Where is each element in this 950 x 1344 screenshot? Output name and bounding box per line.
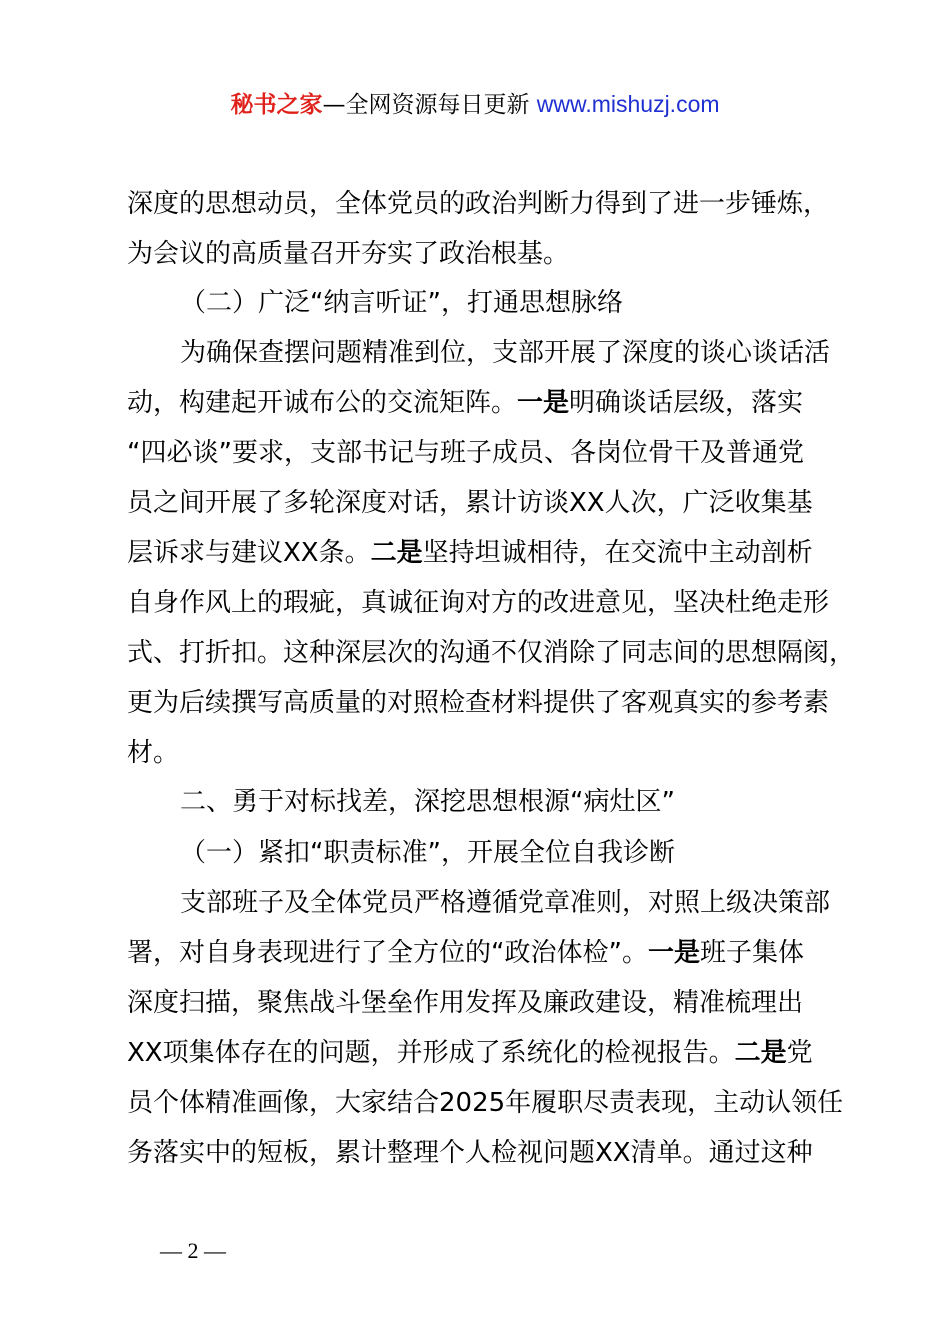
text-line — [127, 635, 855, 671]
text-line — [127, 685, 829, 721]
text-segment: 为确保查摆问题精准到位，支部开展了深度的谈心谈话活 — [180, 338, 831, 368]
text-line — [127, 236, 569, 272]
text-line — [180, 835, 675, 871]
text-segment: 员个体精准画像，大家结合2025年履职尽责表现，主动认领任 — [127, 1088, 844, 1118]
text-segment: 为会议的高质量召开夯实了政治根基。 — [127, 239, 570, 269]
brand-name: 秘书之家 — [230, 92, 323, 118]
text-segment: 层诉求与建议XX条。 — [127, 538, 371, 568]
text-line — [127, 186, 829, 222]
text-line — [127, 1085, 843, 1121]
text-segment: 党 — [786, 1038, 813, 1068]
text-line — [180, 335, 830, 371]
text-line — [127, 435, 804, 471]
text-segment: 深度的思想动员，全体党员的政治判断力得到了进一步锤炼， — [127, 189, 830, 219]
text-segment: 深度扫描，聚焦战斗堡垒作用发挥及廉政建设，精准梳理出 — [127, 988, 804, 1018]
text-line — [127, 935, 804, 971]
text-line — [180, 784, 675, 820]
text-line — [127, 1035, 813, 1071]
text-line — [127, 485, 813, 521]
text-segment: 明确谈话层级，落实 — [569, 388, 804, 418]
text-segment: （二）广泛“纳言听证”，打通思想脉络 — [180, 288, 623, 318]
text-segment: 动，构建起开诚布公的交流矩阵。 — [127, 388, 518, 418]
text-segment: XX项集体存在的问题，并形成了系统化的检视报告。 — [127, 1038, 735, 1068]
text-line — [127, 385, 803, 421]
text-segment: 材。 — [127, 738, 180, 768]
text-segment: 班子集体 — [699, 938, 804, 968]
bold-marker: 一是 — [647, 938, 700, 968]
text-line — [180, 885, 830, 921]
text-segment: （一）紧扣“职责标准”，开展全位自我诊断 — [180, 838, 675, 868]
bold-marker: 一是 — [517, 388, 570, 418]
bold-marker: 二是 — [734, 1038, 787, 1068]
text-segment: 更为后续撰写高质量的对照检查材料提供了客观真实的参考素 — [127, 688, 830, 718]
text-segment: 自身作风上的瑕疵，真诚征询对方的改进意见，坚决杜绝走形 — [127, 588, 830, 618]
text-line — [180, 285, 623, 321]
text-segment: “四必谈”要求，支部书记与班子成员、各岗位骨干及普通党 — [127, 438, 804, 468]
page-number: — 2 — — [160, 1238, 226, 1263]
site-header — [0, 86, 950, 123]
text-segment: 务落实中的短板，累计整理个人检视问题XX清单。通过这种 — [127, 1138, 813, 1168]
text-line — [127, 535, 813, 571]
text-line — [127, 985, 803, 1021]
text-line — [127, 1135, 813, 1171]
text-segment: 支部班子及全体党员严格遵循党章准则，对照上级决策部 — [180, 888, 831, 918]
text-segment: 署，对自身表现进行了全方位的“政治体检”。 — [127, 938, 648, 968]
text-segment: 员之间开展了多轮深度对话，累计访谈XX人次，广泛收集基 — [127, 488, 813, 518]
text-segment: 式、打折扣。这种深层次的沟通不仅消除了同志间的思想隔阂， — [127, 638, 856, 668]
site-url-link[interactable]: www.mishuzj.com — [536, 91, 720, 117]
text-segment: 坚持坦诚相待，在交流中主动剖析 — [422, 538, 813, 568]
text-line — [127, 735, 179, 771]
bold-marker: 二是 — [370, 538, 423, 568]
text-line — [127, 585, 829, 621]
header-tagline: —全网资源每日更新 — [322, 92, 537, 118]
text-segment: 二、勇于对标找差，深挖思想根源“病灶区” — [180, 787, 675, 817]
